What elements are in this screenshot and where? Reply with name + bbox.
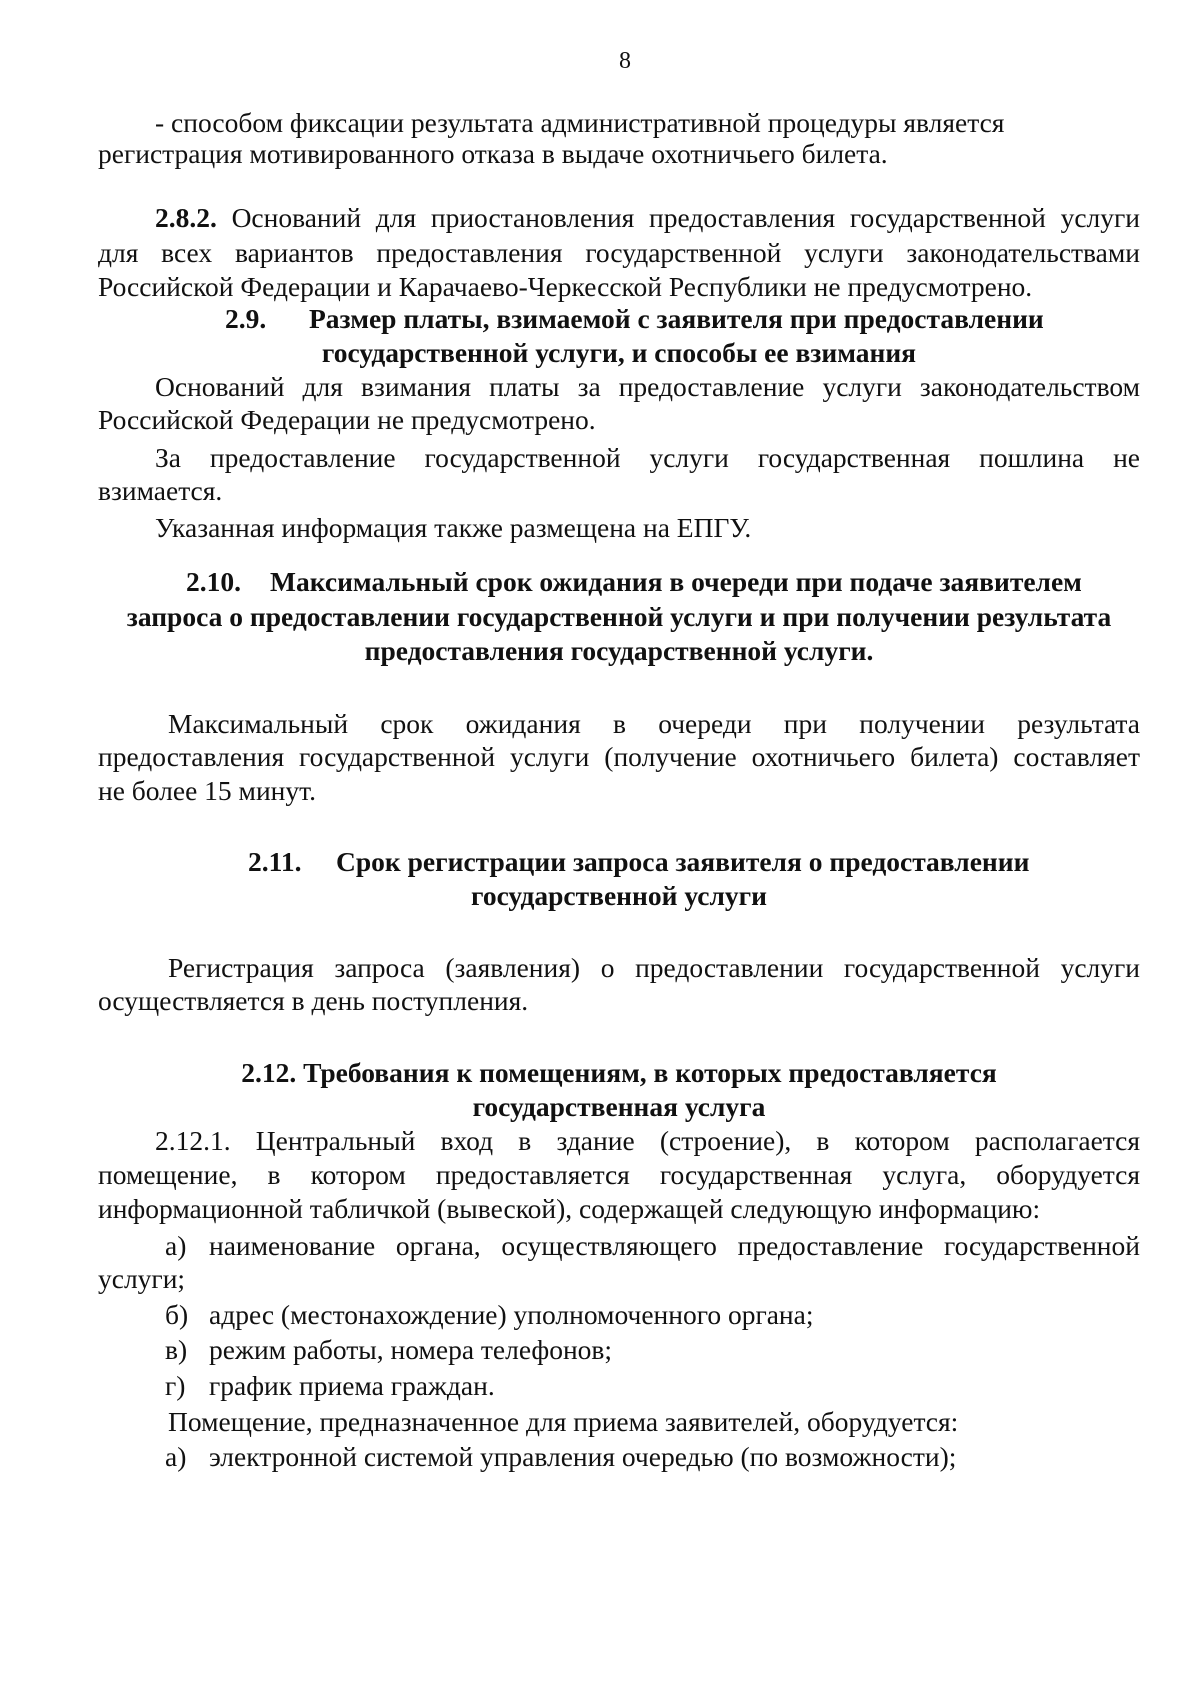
list-item-text: график приема граждан. xyxy=(209,1370,495,1401)
section-2-11-heading-line2: государственной услуги xyxy=(471,880,767,911)
paragraph-text: Оснований для приостановления предоставления государственной услуги xyxy=(216,202,1140,233)
list-item xyxy=(165,1229,1140,1263)
paragraph-line: Оснований для взимания платы за предоставление услуги законодательством xyxy=(155,371,1140,402)
section-2-11-heading xyxy=(248,845,1148,879)
page-number: 8 xyxy=(619,48,631,74)
section-2-9-heading xyxy=(225,302,1075,336)
list-item-letter: б) xyxy=(165,1299,189,1330)
paragraph-line: помещение, в котором предоставляется государственная услуга, оборудуется xyxy=(98,1159,1140,1190)
section-2-8-2-line xyxy=(155,201,1140,235)
paragraph-line: регистрация мотивированного отказа в выдаче охотничьего билета. xyxy=(98,138,888,169)
paragraph-line: За предоставление государственной услуги государственная пошлина не xyxy=(155,442,1140,473)
list-item-letter: г) xyxy=(165,1370,186,1401)
list-item-text: электронной системой управления очередью (по возможности); xyxy=(209,1441,957,1472)
heading-text: Срок регистрации запроса заявителя о предоставлении xyxy=(336,846,1030,877)
paragraph-line: для всех вариантов предоставления государственной услуги законодательствами xyxy=(98,237,1140,268)
paragraph-line: информационной табличкой (вывеской), содержащей следующую информацию: xyxy=(98,1193,1041,1224)
heading-number: 2.10. xyxy=(186,566,241,597)
section-2-10-heading xyxy=(186,565,1146,599)
list-item xyxy=(165,1298,1200,1332)
section-2-12-heading-line2: государственная услуга xyxy=(472,1091,766,1122)
section-2-10-heading-line2: запроса о предоставлении государственной услуги и при получении результата xyxy=(126,601,1112,632)
paragraph-line: не более 15 минут. xyxy=(98,775,316,806)
paragraph-line: 2.12.1. Центральный вход в здание (строение), в котором располагается xyxy=(155,1125,1140,1156)
paragraph-line: Максимальный срок ожидания в очереди при получении результата xyxy=(168,708,1140,739)
list-item-text: наименование органа, осуществляющего предоставление государственной xyxy=(209,1230,1140,1261)
list-item-text: режим работы, номера телефонов; xyxy=(209,1334,613,1365)
paragraph-line: осуществляется в день поступления. xyxy=(98,985,529,1016)
list-item xyxy=(165,1333,1200,1367)
heading-text: Максимальный срок ожидания в очереди при подаче заявителем xyxy=(270,566,1082,597)
list-item-continuation: услуги; xyxy=(98,1263,186,1294)
list-item-letter: а) xyxy=(165,1230,187,1261)
paragraph-line: Указанная информация также размещена на ЕПГУ. xyxy=(155,512,752,543)
heading-number: 2.11. xyxy=(248,846,302,877)
paragraph-line: взимается. xyxy=(98,475,223,506)
paragraph-line: Российской Федерации не предусмотрено. xyxy=(98,404,596,435)
section-2-10-heading-line3: предоставления государственной услуги. xyxy=(364,635,874,666)
list-item xyxy=(165,1440,1200,1474)
section-2-12-heading-line1: 2.12. Требования к помещениям, в которых предоставляется xyxy=(241,1057,997,1088)
list-item xyxy=(165,1369,1200,1403)
heading-number: 2.9. xyxy=(225,303,267,334)
section-number: 2.8.2. xyxy=(155,202,217,233)
list-item-letter: а) xyxy=(165,1441,187,1472)
paragraph-line: предоставления государственной услуги (получение охотничьего билета) составляет xyxy=(98,741,1140,772)
paragraph-line: Регистрация запроса (заявления) о предоставлении государственной услуги xyxy=(168,952,1140,983)
heading-text: Размер платы, взимаемой с заявителя при предоставлении xyxy=(309,303,1044,334)
section-2-9-heading-line2: государственной услуги, и способы ее взимания xyxy=(321,337,917,368)
list-item-text: адрес (местонахождение) уполномоченного органа; xyxy=(209,1299,814,1330)
paragraph-line: Российской Федерации и Карачаево-Черкесской Республики не предусмотрено. xyxy=(98,271,1033,302)
paragraph-line: Помещение, предназначенное для приема заявителей, оборудуется: xyxy=(168,1406,959,1437)
list-item-letter: в) xyxy=(165,1334,188,1365)
paragraph-line: - способом фиксации результата административной процедуры является xyxy=(155,107,1005,138)
